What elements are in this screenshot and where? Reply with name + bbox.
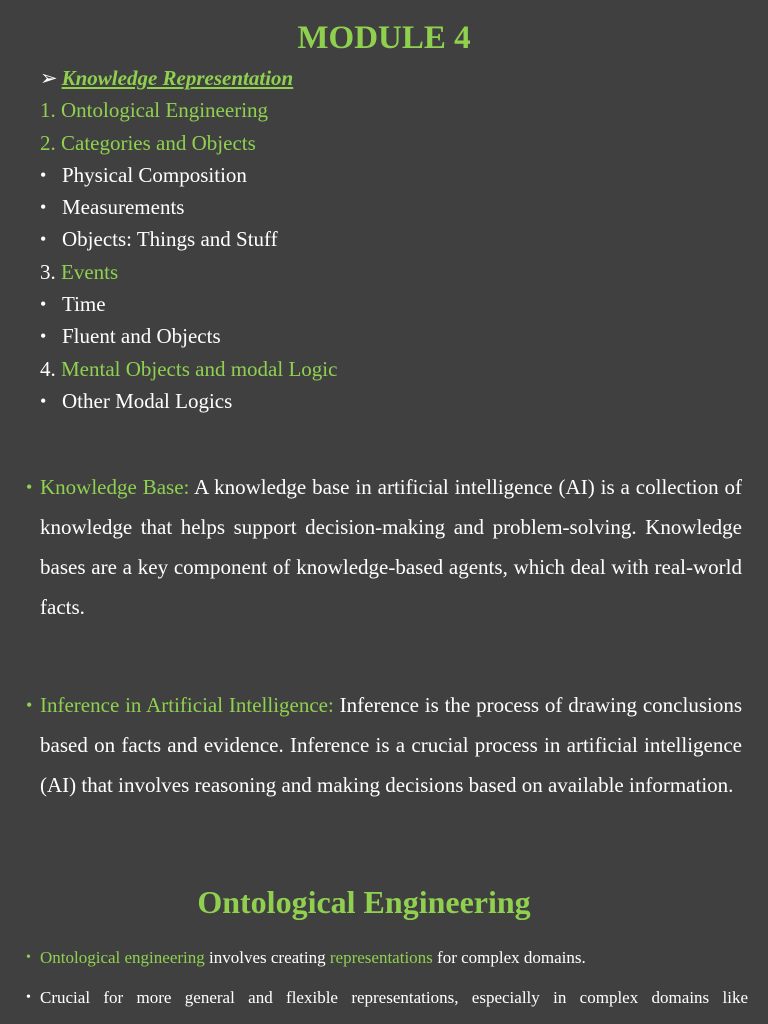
toc-item-label: Objects: Things and Stuff	[62, 227, 278, 252]
toc-item-label: Physical Composition	[62, 162, 247, 187]
toc-numbered-item	[40, 353, 337, 385]
bullet-icon: •	[26, 990, 31, 1005]
knowledge-base-text: A knowledge base in artificial intelligence (AI) is a collection of knowledge that helps support decision-making and problem-solving. Knowledge bases are a key component of knowledge-based agents, which deal with real-world facts.	[40, 475, 742, 619]
toc-item-label: 2. Categories and Objects	[40, 130, 256, 155]
knowledge-base-label: Knowledge Base:	[40, 475, 190, 499]
toc-bullet-item	[40, 159, 337, 191]
section-heading: Ontological Engineering	[197, 884, 531, 920]
toc-item-label: Other Modal Logics	[62, 388, 233, 413]
toc-heading-row	[40, 62, 337, 94]
bullet-icon: •	[26, 695, 33, 715]
module-title: MODULE 4	[297, 20, 471, 56]
arrow-bullet-icon: ➢	[40, 66, 58, 90]
toc-bullet-item	[40, 320, 337, 352]
toc-item-label: Measurements	[62, 195, 185, 220]
ontology-point-1	[26, 945, 748, 971]
toc-item-label: Fluent and Objects	[62, 324, 221, 349]
toc-item-label: Events	[61, 259, 119, 284]
toc-item-number: 3.	[40, 259, 61, 284]
inference-text: Inference is the process of drawing conclusions based on facts and evidence. Inference is a crucial process in artificial intelligence (AI) that involves reasoning and making decisions based on available information.	[40, 693, 742, 797]
inference-label: Inference in Artificial Intelligence:	[40, 693, 334, 717]
inference-paragraph	[26, 685, 742, 805]
toc-heading[interactable]: Knowledge Representation	[61, 66, 294, 90]
ontology-mid: involves creating	[204, 948, 330, 967]
table-of-contents	[40, 62, 337, 417]
toc-bullet-item	[40, 385, 337, 417]
toc-item-number: 4.	[40, 356, 61, 381]
toc-bullet-item	[40, 288, 337, 320]
toc-item-label: Time	[62, 292, 106, 317]
ontology-end: for complex domains.	[432, 948, 586, 967]
toc-item-label: 1. Ontological Engineering	[40, 98, 269, 123]
ontology-point-2	[26, 985, 748, 1011]
representations-term: representations	[329, 948, 433, 967]
ontology-point-2-text: Crucial for more general and flexible representations, especially in complex domains like	[40, 988, 748, 1007]
toc-numbered-item	[40, 94, 337, 126]
toc-items	[40, 94, 337, 417]
toc-numbered-item	[40, 256, 337, 288]
ontology-term: Ontological engineering	[40, 948, 205, 967]
toc-item-label: Mental Objects and modal Logic	[61, 356, 338, 381]
bullet-icon: •	[26, 950, 31, 965]
toc-bullet-item	[40, 223, 337, 255]
bullet-icon: •	[26, 477, 33, 497]
knowledge-base-paragraph	[26, 467, 742, 627]
toc-bullet-item	[40, 191, 337, 223]
toc-numbered-item	[40, 127, 337, 159]
